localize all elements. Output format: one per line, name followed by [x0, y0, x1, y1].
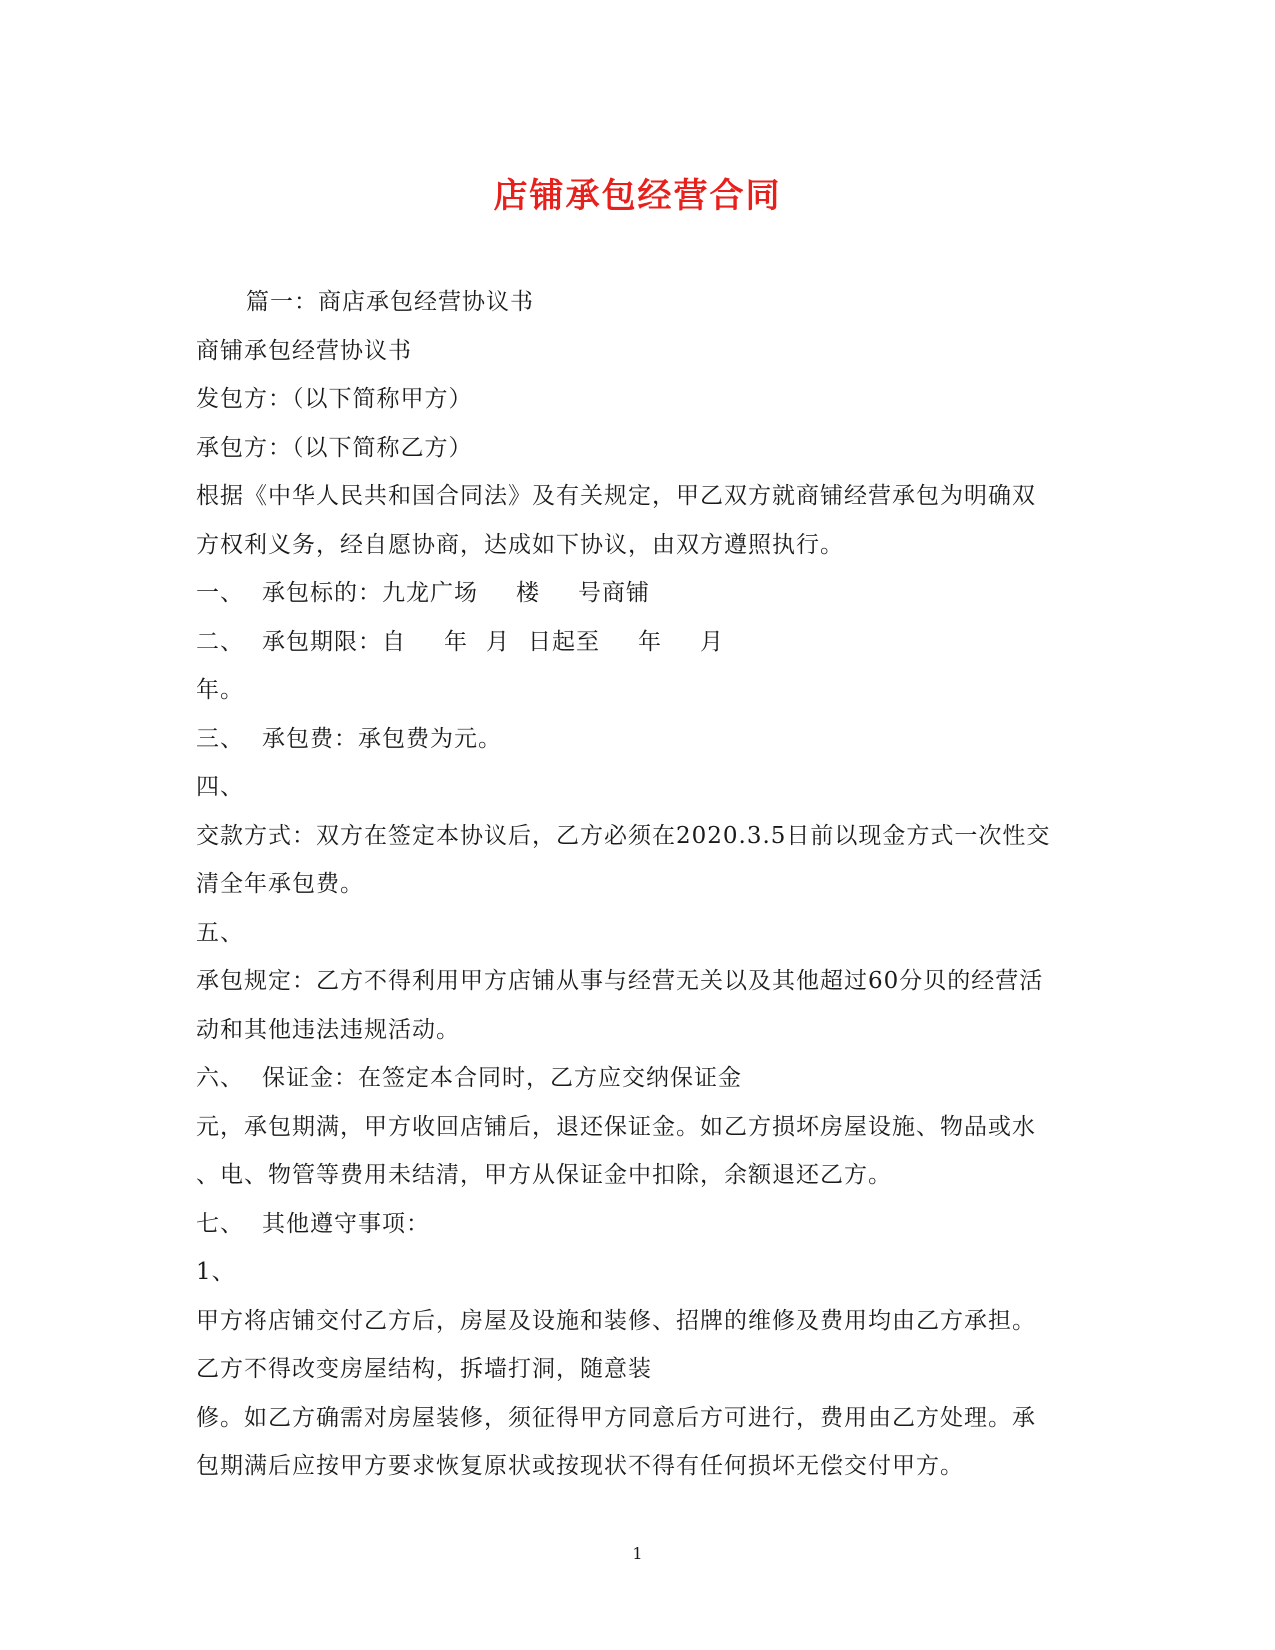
clause-5-number: 五、 — [196, 919, 244, 946]
clause-text: 年 — [638, 628, 662, 655]
document-title: 店铺承包经营合同 — [493, 176, 782, 216]
clause-text: 其他遵守事项： — [262, 1210, 430, 1237]
party-a-line: 发包方：（以下简称甲方） — [196, 386, 473, 412]
clause-text: 月 — [486, 628, 510, 655]
clause-2-continuation: 年。 — [196, 677, 244, 703]
clause-text: 月 — [700, 628, 724, 655]
clause-text: 承包标的：九龙广场 — [262, 580, 478, 606]
page-number: 1 — [632, 1544, 643, 1563]
party-b-line: 承包方：（以下简称乙方） — [196, 434, 473, 461]
clause-3 — [196, 715, 1076, 764]
clause-4-number: 四、 — [196, 774, 244, 800]
clause-text: 楼 — [516, 580, 540, 606]
clause-6 — [196, 1054, 1076, 1103]
clause-2 — [196, 618, 1076, 667]
clause-4-text: 交款方式：双方在签定本协议后，乙方必须在2020.3.5日前以现金方式一次性交 — [196, 822, 1051, 849]
item-1-number: 1、 — [196, 1259, 236, 1285]
clause-4-text: 清全年承包费。 — [196, 871, 364, 897]
clause-5-text: 动和其他违法违规活动。 — [196, 1016, 460, 1043]
clause-text: 承包期限：自 — [262, 628, 406, 655]
clause-number: 一、 — [196, 580, 244, 606]
clause-text: 承包费：承包费为元。 — [262, 725, 502, 752]
item-1-text: 甲方将店铺交付乙方后，房屋及设施和装修、招牌的维修及费用均由乙方承担。 — [196, 1307, 1036, 1334]
item-1-text: 修。如乙方确需对房屋装修，须征得甲方同意后方可进行，费用由乙方处理。承 — [196, 1404, 1036, 1431]
clause-number: 六、 — [196, 1065, 244, 1091]
section-heading: 篇一：商店承包经营协议书 — [246, 289, 534, 315]
preamble-line: 方权利义务，经自愿协商，达成如下协议，由双方遵照执行。 — [196, 531, 844, 558]
clause-6-text: 元，承包期满，甲方收回店铺后，退还保证金。如乙方损坏房屋设施、物品或水 — [196, 1113, 1036, 1140]
clause-1 — [196, 569, 1076, 618]
clause-number: 三、 — [196, 725, 244, 752]
document-body — [196, 278, 1076, 1491]
clause-6-text: 、电、物管等费用未结清，甲方从保证金中扣除，余额退还乙方。 — [196, 1162, 892, 1188]
preamble-line: 根据《中华人民共和国合同法》及有关规定，甲乙双方就商铺经营承包为明确双 — [196, 483, 1036, 509]
item-1-text: 乙方不得改变房屋结构，拆墙打洞，随意装 — [196, 1356, 652, 1382]
clause-text: 年 — [444, 628, 468, 655]
clause-number: 二、 — [196, 628, 244, 655]
clause-number: 七、 — [196, 1210, 244, 1237]
clause-5-text: 承包规定：乙方不得利用甲方店铺从事与经营无关以及其他超过60分贝的经营活 — [196, 968, 1044, 994]
agreement-name: 商铺承包经营协议书 — [196, 337, 412, 364]
clause-7 — [196, 1200, 1076, 1249]
clause-text: 保证金：在签定本合同时，乙方应交纳保证金 — [262, 1065, 742, 1091]
clause-text: 号商铺 — [578, 580, 650, 606]
item-1-text: 包期满后应按甲方要求恢复原状或按现状不得有任何损坏无偿交付甲方。 — [196, 1453, 964, 1479]
clause-text: 日起至 — [528, 628, 600, 655]
